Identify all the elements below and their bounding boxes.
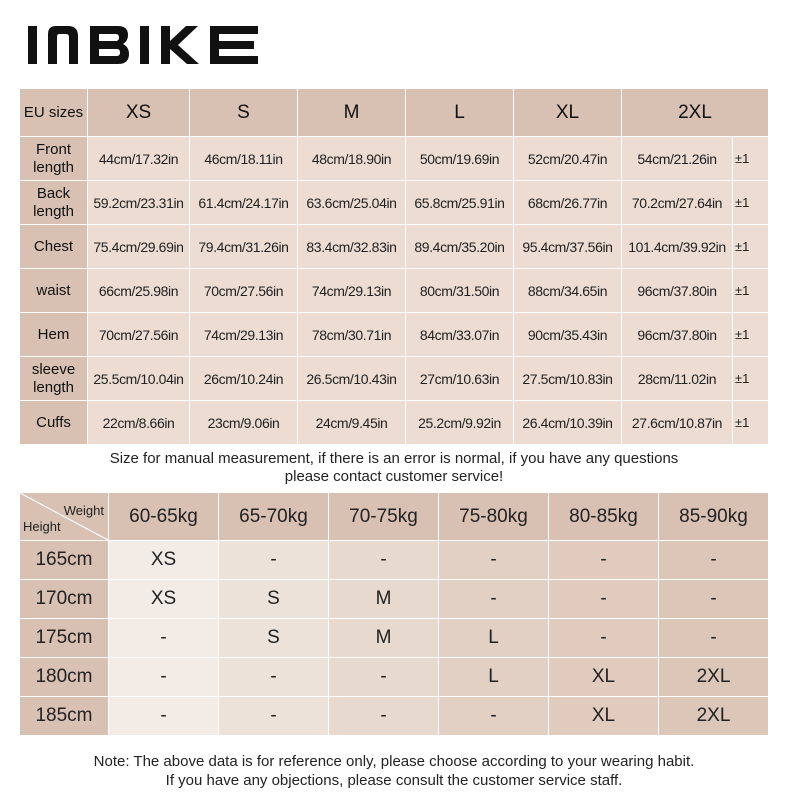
measurement-cell: 44cm/17.32in <box>88 137 190 181</box>
weight-header: 60-65kg <box>109 493 219 541</box>
tolerance-cell: ±1 <box>733 269 769 313</box>
size-header-l: L <box>406 89 514 137</box>
table-row <box>20 697 769 736</box>
size-cell: XL <box>549 697 659 736</box>
measurement-cell: 24cm/9.45in <box>298 401 406 445</box>
measurement-cell: 25.2cm/9.92in <box>406 401 514 445</box>
measurement-cell: 22cm/8.66in <box>88 401 190 445</box>
measurement-cell: 27.6cm/10.87in <box>622 401 733 445</box>
height-label: 185cm <box>20 697 109 736</box>
measurement-cell: 46cm/18.11in <box>190 137 298 181</box>
measurement-cell: 80cm/31.50in <box>406 269 514 313</box>
measurement-cell: 59.2cm/23.31in <box>88 181 190 225</box>
size-cell: - <box>549 580 659 619</box>
table-row <box>20 269 769 313</box>
measurement-cell: 90cm/35.43in <box>514 313 622 357</box>
size-cell: L <box>439 658 549 697</box>
weight-corner-label: Weight <box>63 503 104 518</box>
measurement-cell: 70cm/27.56in <box>88 313 190 357</box>
tolerance-cell: ±1 <box>733 225 769 269</box>
measurement-cell: 88cm/34.65in <box>514 269 622 313</box>
measurement-cell: 83.4cm/32.83in <box>298 225 406 269</box>
height-label: 175cm <box>20 619 109 658</box>
size-cell: - <box>109 619 219 658</box>
measurement-cell: 78cm/30.71in <box>298 313 406 357</box>
size-cell: - <box>659 619 769 658</box>
weight-header-row <box>20 493 769 541</box>
measurement-cell: 61.4cm/24.17in <box>190 181 298 225</box>
measurement-cell: 89.4cm/35.20in <box>406 225 514 269</box>
size-cell: - <box>659 541 769 580</box>
height-label: 180cm <box>20 658 109 697</box>
measurement-cell: 84cm/33.07in <box>406 313 514 357</box>
weight-height-corner <box>20 493 109 541</box>
weight-header: 75-80kg <box>439 493 549 541</box>
size-header-xs: XS <box>88 89 190 137</box>
measurement-cell: 66cm/25.98in <box>88 269 190 313</box>
row-label: waist <box>20 269 88 313</box>
size-cell: - <box>439 697 549 736</box>
measurement-cell: 70.2cm/27.64in <box>622 181 733 225</box>
measurement-cell: 27.5cm/10.83in <box>514 357 622 401</box>
table-row <box>20 357 769 401</box>
measurement-cell: 48cm/18.90in <box>298 137 406 181</box>
row-label: sleeve length <box>20 357 88 401</box>
tolerance-cell: ±1 <box>733 181 769 225</box>
measurement-cell: 25.5cm/10.04in <box>88 357 190 401</box>
measurement-cell: 74cm/29.13in <box>190 313 298 357</box>
table-row <box>20 658 769 697</box>
size-cell: 2XL <box>659 697 769 736</box>
size-cell: - <box>439 541 549 580</box>
measurement-cell: 79.4cm/31.26in <box>190 225 298 269</box>
measurement-cell: 23cm/9.06in <box>190 401 298 445</box>
size-cell: L <box>439 619 549 658</box>
measurement-cell: 96cm/37.80in <box>622 313 733 357</box>
measurement-cell: 52cm/20.47in <box>514 137 622 181</box>
table-row <box>20 541 769 580</box>
row-label: Front length <box>20 137 88 181</box>
measurement-cell: 74cm/29.13in <box>298 269 406 313</box>
table-row <box>20 401 769 445</box>
measurement-cell: 54cm/21.26in <box>622 137 733 181</box>
size-cell: - <box>329 541 439 580</box>
size-cell: - <box>109 697 219 736</box>
measurement-cell: 28cm/11.02in <box>622 357 733 401</box>
size-header-s: S <box>190 89 298 137</box>
measurement-cell: 26cm/10.24in <box>190 357 298 401</box>
size-cell: M <box>329 580 439 619</box>
measurement-cell: 68cm/26.77in <box>514 181 622 225</box>
measurement-cell: 27cm/10.63in <box>406 357 514 401</box>
height-label: 165cm <box>20 541 109 580</box>
size-chart-table <box>19 88 769 445</box>
size-cell: S <box>219 619 329 658</box>
tolerance-cell: ±1 <box>733 357 769 401</box>
measurement-cell: 96cm/37.80in <box>622 269 733 313</box>
size-cell: - <box>219 658 329 697</box>
size-cell: - <box>219 541 329 580</box>
height-label: 170cm <box>20 580 109 619</box>
size-cell: - <box>549 541 659 580</box>
size-cell: M <box>329 619 439 658</box>
measurement-cell: 95.4cm/37.56in <box>514 225 622 269</box>
height-corner-label: Height <box>23 519 61 534</box>
table-row <box>20 181 769 225</box>
size-header-xl: XL <box>514 89 622 137</box>
size-cell: - <box>549 619 659 658</box>
size-cell: - <box>439 580 549 619</box>
tolerance-cell: ±1 <box>733 137 769 181</box>
size-cell: 2XL <box>659 658 769 697</box>
table-row <box>20 225 769 269</box>
weight-header: 65-70kg <box>219 493 329 541</box>
inbike-logo <box>28 22 260 68</box>
size-cell: - <box>659 580 769 619</box>
measurement-note-line-1: Size for manual measurement, if there is an error is normal, if you have any questions <box>109 450 679 467</box>
row-label: Back length <box>20 181 88 225</box>
eu-sizes-header: EU sizes <box>20 89 88 137</box>
size-header-2xl: 2XL <box>622 89 769 137</box>
footer-note <box>0 752 788 790</box>
measurement-cell: 65.8cm/25.91in <box>406 181 514 225</box>
measurement-cell: 50cm/19.69in <box>406 137 514 181</box>
row-label: Cuffs <box>20 401 88 445</box>
measurement-cell: 75.4cm/29.69in <box>88 225 190 269</box>
size-cell: XS <box>109 580 219 619</box>
footer-note-line-1: Note: The above data is for reference only, please choose according to your wearing habit. <box>93 753 695 770</box>
weight-header: 70-75kg <box>329 493 439 541</box>
size-cell: S <box>219 580 329 619</box>
measurement-note-line-2: please contact customer service! <box>284 468 504 485</box>
tolerance-cell: ±1 <box>733 313 769 357</box>
measurement-cell: 70cm/27.56in <box>190 269 298 313</box>
size-cell: XL <box>549 658 659 697</box>
tolerance-cell: ±1 <box>733 401 769 445</box>
weight-height-table <box>19 492 769 736</box>
table-row <box>20 313 769 357</box>
table-row <box>20 137 769 181</box>
weight-header: 80-85kg <box>549 493 659 541</box>
table-row <box>20 580 769 619</box>
size-cell: - <box>219 697 329 736</box>
size-header-row <box>20 89 769 137</box>
table-row <box>20 619 769 658</box>
size-cell: - <box>329 697 439 736</box>
size-header-m: M <box>298 89 406 137</box>
measurement-cell: 26.4cm/10.39in <box>514 401 622 445</box>
measurement-cell: 26.5cm/10.43in <box>298 357 406 401</box>
footer-note-line-2: If you have any objections, please consult the customer service staff. <box>165 772 623 789</box>
measurement-cell: 63.6cm/25.04in <box>298 181 406 225</box>
measurement-note <box>0 450 788 486</box>
size-cell: XS <box>109 541 219 580</box>
weight-header: 85-90kg <box>659 493 769 541</box>
row-label: Chest <box>20 225 88 269</box>
size-cell: - <box>329 658 439 697</box>
row-label: Hem <box>20 313 88 357</box>
size-cell: - <box>109 658 219 697</box>
measurement-cell: 101.4cm/39.92in <box>622 225 733 269</box>
